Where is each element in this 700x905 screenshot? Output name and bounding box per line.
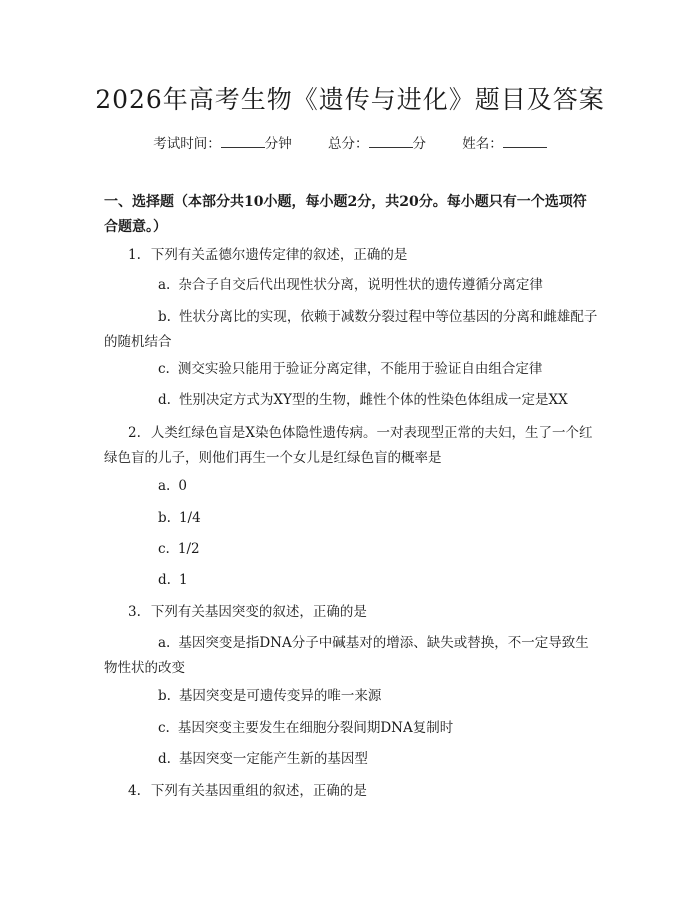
question-1: 1. 下列有关孟德尔遗传定律的叙述，正确的是 — [128, 247, 408, 263]
question-2-option-b: b. 1/4 — [158, 510, 201, 526]
question-3-option-a: a. 基因突变是指DNA分子中碱基对的增添、缺失或替换，不一定导致生物性状的改变 — [104, 635, 589, 676]
question-3-option-d: d. 基因突变一定能产生新的基因型 — [158, 751, 368, 767]
name-blank — [503, 135, 547, 148]
question-1-option-a: a. 杂合子自交后代出现性状分离，说明性状的遗传遵循分离定律 — [158, 277, 543, 293]
question-2-option-d: d. 1 — [158, 572, 188, 588]
exam-meta — [0, 132, 700, 152]
question-2-option-a: a. 0 — [158, 478, 187, 494]
question-4: 4. 下列有关基因重组的叙述，正确的是 — [128, 783, 367, 799]
name-field: 姓名： — [462, 132, 547, 152]
score-field: 总分： 分 — [328, 136, 426, 152]
section-heading: 一、选择题（本部分共10小题，每小题2分，共20分。每小题只有一个选项符合题意。） — [104, 194, 587, 235]
question-1-option-c: c. 测交实验只能用于验证分离定律，不能用于验证自由组合定律 — [158, 361, 543, 377]
question-3: 3. 下列有关基因突变的叙述，正确的是 — [128, 604, 367, 620]
question-3-option-c: c. 基因突变主要发生在细胞分裂间期DNA复制时 — [158, 720, 454, 736]
score-blank — [369, 135, 413, 148]
time-field: 考试时间： 分钟 — [153, 136, 292, 152]
question-3-option-b: b. 基因突变是可遗传变异的唯一来源 — [158, 688, 382, 704]
question-1-option-b: b. 性状分离比的实现，依赖于减数分裂过程中等位基因的分离和雌雄配子的随机结合 — [104, 309, 598, 350]
question-2-option-c: c. 1/2 — [158, 541, 200, 557]
question-1-option-d: d. 性别决定方式为XY型的生物，雌性个体的性染色体组成一定是XX — [158, 392, 568, 408]
question-2: 2. 人类红绿色盲是X染色体隐性遗传病。一对表现型正常的夫妇，生了一个红绿色盲的儿子，则他们再生一个女儿是红绿色盲的概率是 — [104, 425, 593, 466]
time-blank — [221, 135, 265, 148]
document-title: 2026年高考生物《遗传与进化》题目及答案 — [95, 85, 605, 114]
